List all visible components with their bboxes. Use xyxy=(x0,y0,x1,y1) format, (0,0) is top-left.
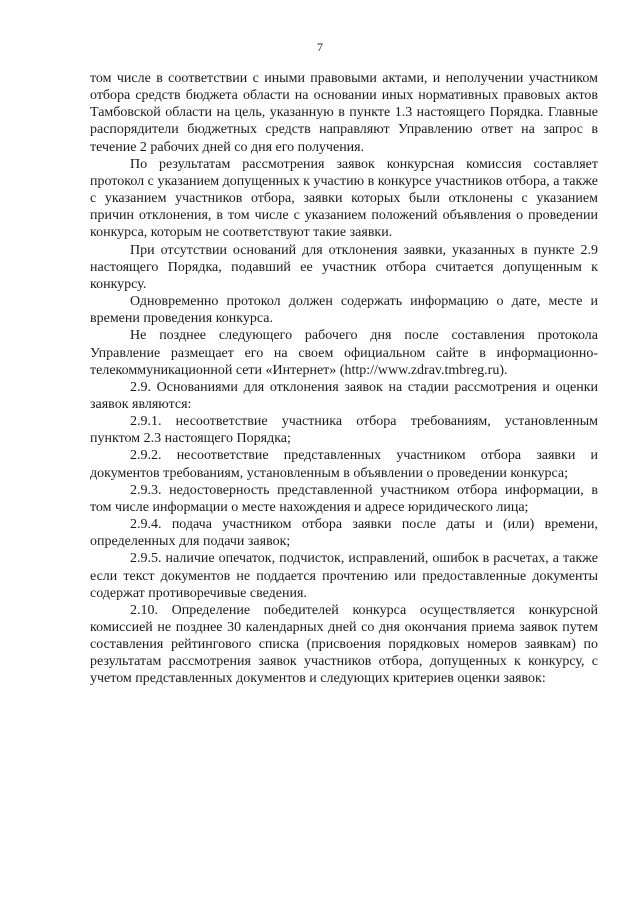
paragraph-2-9-2: 2.9.2. несоответствие представленных участником отбора заявки и документов требованиям, установленным в объявлении о проведении конкурса; xyxy=(90,448,598,481)
paragraph-protocol: По результатам рассмотрения заявок конкурсная комиссия составляет протокол с указанием допущенных к участию в конкурсе участников отбора, а также с указанием участников отбора, заявки которых были отклонены с указанием причин отклонения, в том числе с указанием положений объявления о проведении конкурса, которым не соответствуют такие заявки. xyxy=(90,156,598,241)
paragraph-2-9-1: 2.9.1. несоответствие участника отбора требованиям, установленным пунктом 2.3 настоящего Порядка; xyxy=(90,414,598,447)
paragraph-2-10: 2.10. Определение победителей конкурса осуществляется конкурсной комиссией не позднее 30 календарных дней со дня окончания приема заявок путем составления рейтингового списка (присвоения порядковых номеров заявкам) по результатам рассмотрения заявок участников отбора, допущенных к конкурсу, с учетом представленных документов и следующих критериев оценки заявок: xyxy=(90,602,598,687)
paragraph-2-9: 2.9. Основаниями для отклонения заявок на стадии рассмотрения и оценки заявок являются: xyxy=(90,379,598,412)
paragraph-2-9-5: 2.9.5. наличие опечаток, подчисток, исправлений, ошибок в расчетах, а также если текст документов не поддается прочтению или предоставленные документы содержат противоречивые сведения. xyxy=(90,551,598,601)
paragraph-continuation: том числе в соответствии с иными правовыми актами, и неполучении участником отбора средств бюджета области на основании иных нормативных правовых актов Тамбовской области на цель, указанную в пункте 1.3 настоящего Порядка. Главные распорядители бюджетных средств направляют Управлению ответ на запрос в течение 2 рабочих дней со дня его получения. xyxy=(90,71,598,155)
paragraph-2-9-3: 2.9.3. недостоверность представленной участником отбора информации, в том числе информации о месте нахождения и адресе юридического лица; xyxy=(90,482,598,515)
paragraph-protocol-info: Одновременно протокол должен содержать информацию о дате, месте и времени проведения конкурса. xyxy=(90,294,598,327)
document-body xyxy=(90,70,598,688)
paragraph-publication: Не позднее следующего рабочего дня после составления протокола Управление размещает его на своем официальном сайте в информационно-телекоммуникационной сети «Интернет» (http://www.zdrav.tmbreg.ru). xyxy=(90,328,598,378)
paragraph-admission: При отсутствии оснований для отклонения заявки, указанных в пункте 2.9 настоящего Порядка, подавший ее участник отбора считается допущенным к конкурсу. xyxy=(90,242,598,292)
page-number: 7 xyxy=(317,40,323,54)
paragraph-2-9-4: 2.9.4. подача участником отбора заявки после даты и (или) времени, определенных для подачи заявок; xyxy=(90,517,598,550)
